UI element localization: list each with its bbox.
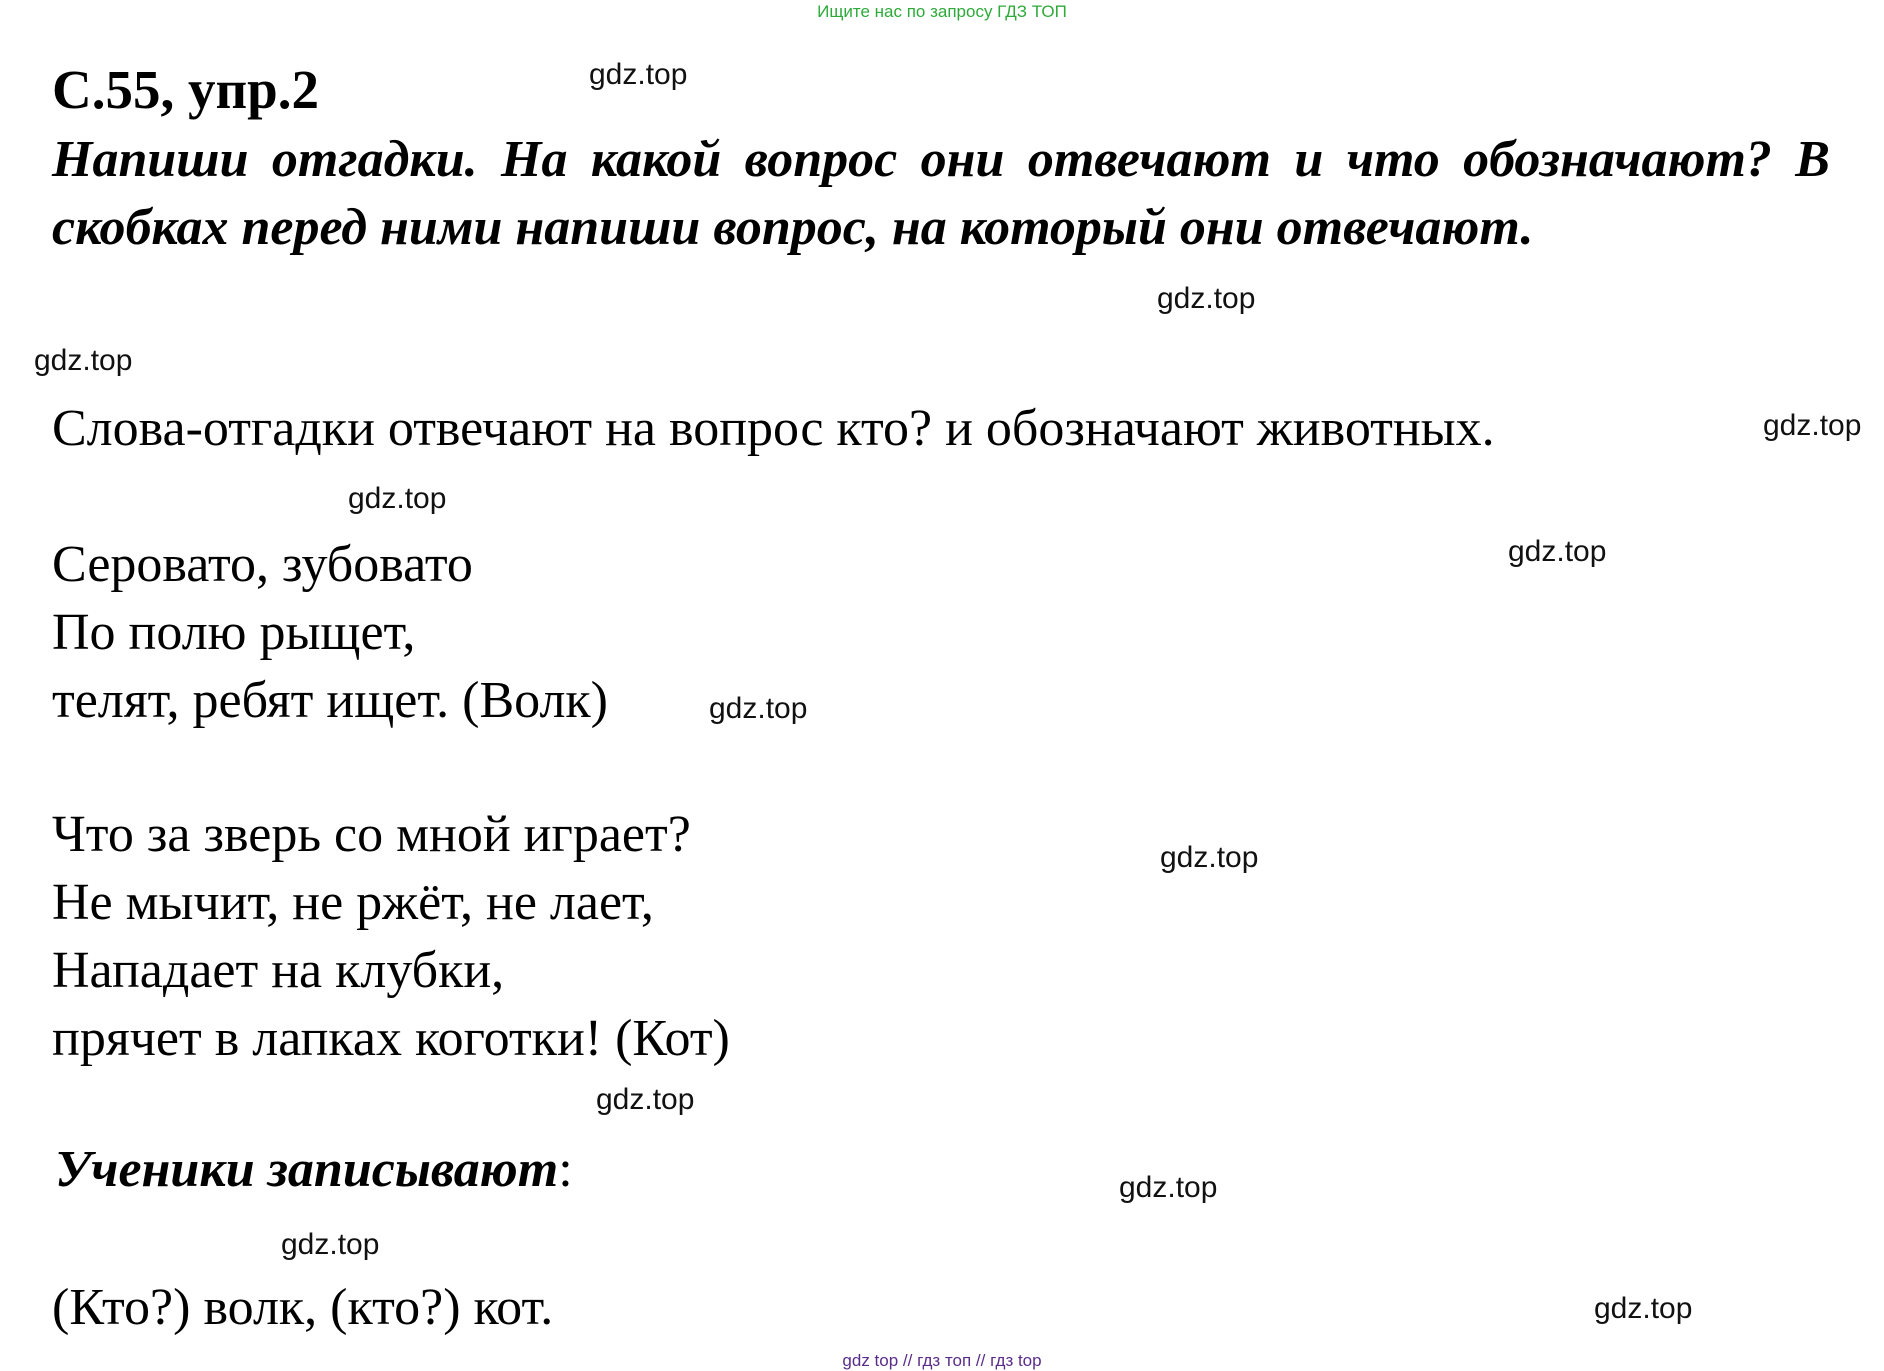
students-label: Ученики записывают (55, 1141, 559, 1198)
watermark: gdz.top (34, 344, 133, 377)
riddle-line: Не мычит, не ржёт, не лает, (52, 874, 654, 931)
footer-watermark: gdz top // гдз топ // гдз top (842, 1351, 1042, 1370)
riddle-wolf (52, 531, 608, 735)
watermark: gdz.top (1763, 409, 1862, 442)
watermark: gdz.top (1119, 1171, 1218, 1204)
watermark: gdz.top (1594, 1292, 1693, 1325)
students-write-heading (55, 1136, 573, 1204)
students-colon: : (558, 1141, 573, 1198)
riddle-line: Что за зверь со мной играет? (52, 806, 691, 863)
watermark: gdz.top (281, 1228, 380, 1261)
watermark: gdz.top (1157, 282, 1256, 315)
riddle-line: Нападает на клубки, (52, 942, 505, 999)
riddle-line: прячет в лапках коготки! (Кот) (52, 1010, 730, 1067)
watermark: gdz.top (709, 692, 808, 725)
top-banner: Ищите нас по запросу ГДЗ ТОП (817, 2, 1067, 21)
riddle-cat (52, 801, 730, 1073)
final-answer: (Кто?) волк, (кто?) кот. (52, 1279, 554, 1336)
watermark: gdz.top (596, 1083, 695, 1116)
watermark: gdz.top (348, 482, 447, 515)
riddle-line: По полю рыщет, (52, 604, 416, 661)
riddle-line: телят, ребят ищет. (Волк) (52, 672, 608, 729)
watermark: gdz.top (1160, 841, 1259, 874)
watermark: gdz.top (1508, 535, 1607, 568)
exercise-title: С.55, упр.2 (52, 59, 319, 120)
answer-statement: Слова-отгадки отвечают на вопрос кто? и обозначают животных. (52, 400, 1495, 457)
watermark: gdz.top (589, 58, 688, 91)
riddle-line: Серовато, зубовато (52, 536, 473, 593)
task-instructions: Напиши отгадки. На какой вопрос они отвечают и что обозначают? В скобках перед ними напиши вопрос, на который они отвечают. (52, 131, 1830, 256)
